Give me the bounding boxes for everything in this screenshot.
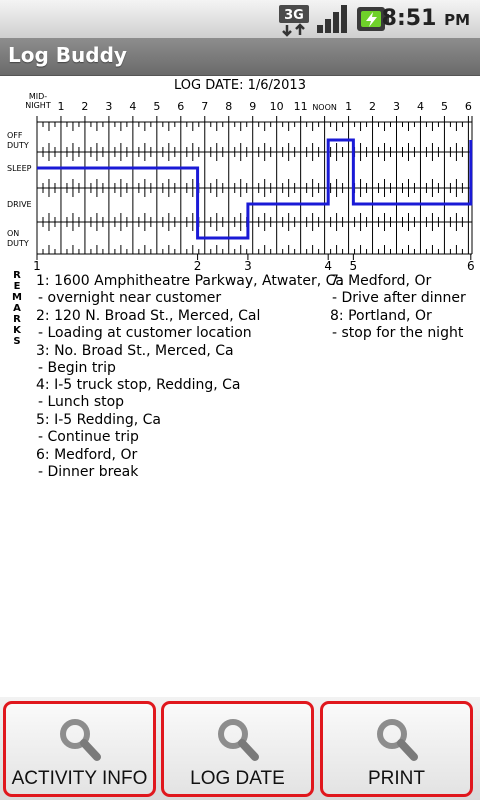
hour-label: NOON [312,103,337,112]
app-title: Log Buddy [8,43,127,67]
remark-entry [330,308,463,342]
hour-label: 1 [57,100,65,113]
hour-label: 5 [440,100,448,113]
remark-note: - Drive after dinner [332,290,466,306]
remarks-vertical-label [12,270,22,347]
remark-location: 6: Medford, Or [36,447,138,463]
hour-label: MID-NIGHT [25,92,51,110]
hour-label: 2 [81,100,89,113]
remark-entry [36,273,344,307]
remarks-letter: E [13,281,21,292]
duty-status-line [37,140,471,238]
hour-label: 2 [369,100,377,113]
bottom-action-bar [0,697,480,800]
remark-entry [36,447,138,481]
remark-note: - stop for the night [332,325,464,341]
hour-label: 3 [393,100,401,113]
remark-marker: 4 [324,259,333,272]
remark-entry [330,273,466,307]
hour-label: 1 [345,100,353,113]
remark-entry [36,412,161,446]
remarks-letter: R [13,314,21,325]
hour-label: 4 [416,100,424,113]
remark-location: 4: I-5 truck stop, Redding, Ca [36,377,241,393]
duty-row-label: SLEEP [7,164,32,173]
remarks-letter: A [13,303,21,314]
svg-text:3G: 3G [284,8,304,23]
remark-marker: 3 [244,259,252,272]
remark-note: - overnight near customer [38,290,222,306]
remark-entry [36,308,260,342]
duty-row-label: DRIVE [7,200,32,209]
3g-data-icon [278,3,312,37]
log-date-button-label: LOG DATE [190,768,285,789]
print-button[interactable] [320,701,473,797]
hour-label: 10 [269,100,284,113]
activity-info-button[interactable] [3,701,156,797]
duty-row-label: ON DUTY [7,229,29,248]
remark-location: 7: Medford, Or [330,273,432,289]
magnifier-icon [375,717,419,763]
remarks-letter: R [13,270,21,281]
hour-label: 8 [225,100,233,113]
print-button-label: PRINT [368,768,425,789]
remarks-letter: K [13,325,21,336]
remark-location: 3: No. Broad St., Merced, Ca [36,343,234,359]
remark-marker: 1 [33,259,41,272]
activity-info-label: ACTIVITY INFO [11,768,148,789]
status-bar [0,0,480,38]
remark-location: 5: I-5 Redding, Ca [36,412,162,428]
remark-location: 1: 1600 Amphitheatre Parkway, Atwater, Ca [36,273,345,289]
remark-location: 8: Portland, Or [330,308,432,324]
hour-label: 4 [129,100,137,113]
remark-note: - Lunch stop [38,394,125,410]
remark-note: - Continue trip [38,429,139,445]
remark-marker: 5 [349,259,358,272]
remark-marker: 6 [466,259,475,272]
log-date-label: LOG DATE: 1/6/2013 [174,78,306,93]
hour-label: 3 [105,100,113,113]
remark-location: 2: 120 N. Broad St., Merced, Cal [36,308,261,324]
log-date-button[interactable] [161,701,314,797]
duty-row-label: OFF DUTY [7,131,29,150]
remark-note: - Loading at customer location [38,325,252,341]
hour-label: 9 [249,100,257,113]
hour-label: 6 [464,100,472,113]
remarks-letter: S [13,336,21,347]
remark-note: - Begin trip [38,360,116,376]
magnifier-icon [216,717,260,763]
remark-entry [36,377,241,411]
hour-label: 5 [153,100,161,113]
magnifier-icon [58,717,102,763]
status-clock: 8:51 PM [381,6,470,31]
remark-marker: 2 [193,259,202,272]
duty-status-graph [0,92,480,272]
app-title-bar [0,38,480,76]
remark-entry [36,343,234,377]
remarks-letter: M [12,292,22,303]
remark-note: - Dinner break [38,464,139,480]
hour-label: 6 [177,100,185,113]
hour-label: 11 [293,100,308,113]
hour-label: 7 [201,100,209,113]
signal-strength-icon [315,3,351,35]
